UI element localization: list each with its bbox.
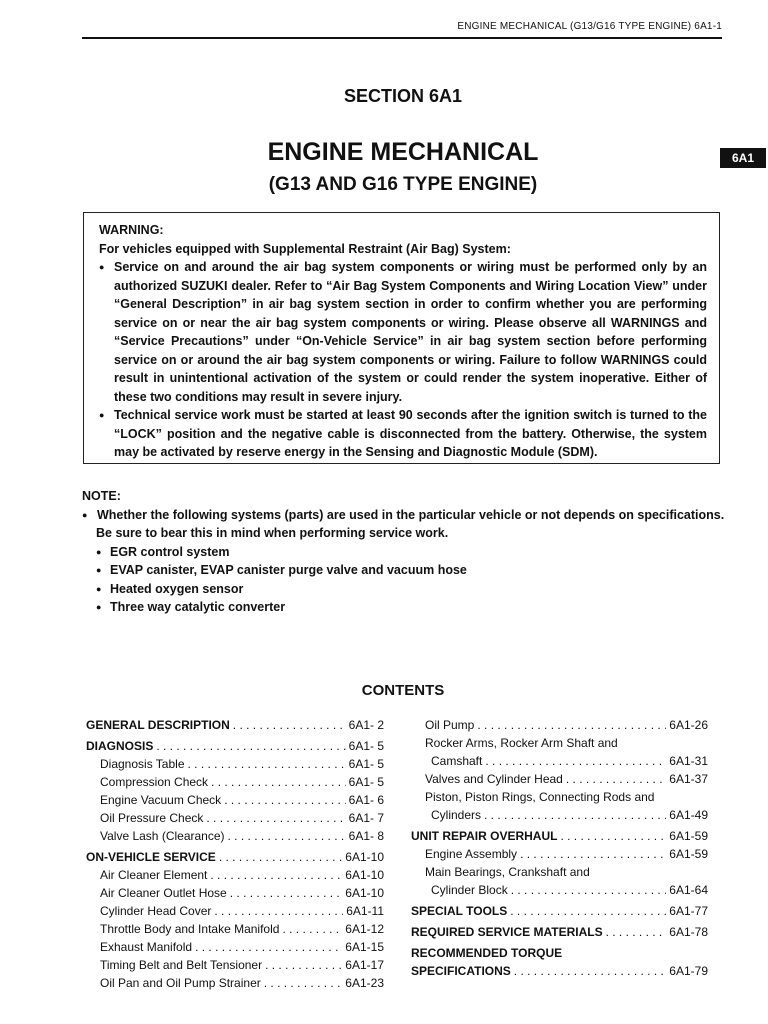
warning-bullet: ● Service on and around the air bag system components or wiring must be performed only by an authorized SUZUKI dealer. Refer to “Air Bag System Components and Wiring Location View” under “General Description” in air bag system section in order to confirm whether you are performing service on or near the air bag system components or wiring. Please observe all WARNINGS and “Service Precautions” under “On-Vehicle Service” in air bag system section before performing service on or around the air bag system components or wiring. Failure to follow WARNINGS could result in unintentional activation of the system or could render the system inoperative. Either of these two conditions may result in severe injury. <box>99 258 707 406</box>
toc-entry-page: 6A1-37 <box>669 772 708 786</box>
toc-entry[interactable] <box>86 737 384 755</box>
note-reminder: Be sure to bear this in mind when performing service work. <box>96 526 449 540</box>
toc-entry-label: Engine Assembly <box>425 847 518 861</box>
toc-entry[interactable] <box>411 923 708 941</box>
toc-leader-dots <box>477 716 666 734</box>
toc-leader-dots <box>514 962 667 980</box>
toc-entry[interactable] <box>411 863 708 881</box>
toc-leader-dots <box>511 881 667 899</box>
toc-entry[interactable] <box>86 938 384 956</box>
toc-entry-page: 6A1- 6 <box>348 793 384 807</box>
toc-leader-dots <box>264 974 343 992</box>
system-item: ● EGR control system <box>96 543 726 562</box>
toc-entry-page: 6A1-31 <box>669 754 708 768</box>
toc-entry[interactable] <box>86 974 384 992</box>
toc-leader-dots <box>210 866 342 884</box>
note-systems <box>82 524 726 617</box>
toc-entry-label: DIAGNOSIS <box>86 739 154 753</box>
toc-entry[interactable] <box>411 902 708 920</box>
toc-entry-label: Oil Pan and Oil Pump Strainer <box>100 976 261 990</box>
toc-entry[interactable] <box>86 773 384 791</box>
toc-entry[interactable] <box>411 770 708 788</box>
toc-entry-label: ON-VEHICLE SERVICE <box>86 850 216 864</box>
toc-entry-label: RECOMMENDED TORQUE <box>411 946 563 960</box>
toc-entry[interactable] <box>86 866 384 884</box>
toc-entry-page: 6A1-10 <box>345 850 384 864</box>
toc-leader-dots <box>265 956 342 974</box>
toc-leader-dots <box>156 737 345 755</box>
toc-entry-label: Exhaust Manifold <box>100 940 193 954</box>
toc-entry[interactable] <box>411 827 708 845</box>
toc-leader-dots <box>484 806 666 824</box>
toc-entry[interactable] <box>86 809 384 827</box>
toc-leader-dots <box>211 773 346 791</box>
toc-leader-dots <box>230 884 343 902</box>
toc-entry-page: 6A1- 8 <box>348 829 384 843</box>
toc-entry-label: GENERAL DESCRIPTION <box>86 718 230 732</box>
toc-entry-label: Rocker Arms, Rocker Arm Shaft and <box>425 736 618 750</box>
toc-leader-dots <box>206 809 345 827</box>
toc-leader-dots <box>606 923 667 941</box>
toc-entry-label: Valve Lash (Clearance) <box>100 829 225 843</box>
toc-entry-label: Cylinder Block <box>431 883 508 897</box>
toc-entry[interactable] <box>86 791 384 809</box>
toc-entry-page: 6A1-23 <box>345 976 384 990</box>
toc-leader-dots <box>219 848 342 866</box>
warning-heading: WARNING: <box>99 223 164 237</box>
toc-leader-dots <box>214 902 343 920</box>
toc-entry-page: 6A1- 5 <box>348 775 384 789</box>
toc-entry-page: 6A1-26 <box>669 718 708 732</box>
toc-entry-label: Throttle Body and Intake Manifold <box>100 922 280 936</box>
warning-box <box>83 212 720 464</box>
toc-entry-label: UNIT REPAIR OVERHAUL <box>411 829 558 843</box>
system-item: ● Three way catalytic converter <box>96 598 726 617</box>
toc-entry-page: 6A1-77 <box>669 904 708 918</box>
toc-entry-page: 6A1- 5 <box>348 739 384 753</box>
toc-leader-dots <box>566 770 666 788</box>
section-number: SECTION 6A1 <box>343 86 463 106</box>
toc-entry-page: 6A1- 2 <box>348 718 384 732</box>
system-item: ● Heated oxygen sensor <box>96 580 726 599</box>
toc-entry-label: Compression Check <box>100 775 209 789</box>
toc-right-column <box>411 716 708 980</box>
toc-entry[interactable] <box>86 884 384 902</box>
toc-entry-label: SPECIAL TOOLS <box>411 904 508 918</box>
section-tab-badge: 6A1 <box>720 148 766 168</box>
toc-entry[interactable] <box>411 845 708 863</box>
toc-leader-dots <box>510 902 666 920</box>
toc-leader-dots <box>224 791 345 809</box>
toc-leader-dots <box>233 716 346 734</box>
toc-entry-label: Camshaft <box>431 754 483 768</box>
toc-entry-label: Piston, Piston Rings, Connecting Rods and <box>425 790 655 804</box>
toc-entry[interactable] <box>86 956 384 974</box>
toc-entry-page: 6A1-12 <box>345 922 384 936</box>
toc-entry[interactable] <box>411 881 708 899</box>
header-rule <box>82 37 722 39</box>
toc-entry-label: Cylinder Head Cover <box>100 904 212 918</box>
toc-entry-page: 6A1-79 <box>669 964 708 978</box>
toc-entry[interactable] <box>411 788 708 806</box>
system-item: ● EVAP canister, EVAP canister purge valve and vacuum hose <box>96 561 726 580</box>
toc-entry[interactable] <box>86 848 384 866</box>
note-bullet: ● Whether the following systems (parts) are used in the particular vehicle or not depends on specifications. <box>82 506 726 525</box>
toc-entry-page: 6A1-10 <box>345 868 384 882</box>
toc-leader-dots <box>485 752 666 770</box>
toc-entry-label: Air Cleaner Outlet Hose <box>100 886 227 900</box>
toc-entry-page: 6A1- 5 <box>348 757 384 771</box>
toc-leader-dots <box>228 827 346 845</box>
toc-leader-dots <box>520 845 666 863</box>
toc-entry-label: Valves and Cylinder Head <box>425 772 563 786</box>
toc-left-column <box>86 716 384 992</box>
toc-entry-page: 6A1-49 <box>669 808 708 822</box>
toc-entry[interactable] <box>86 920 384 938</box>
page-subtitle: (G13 AND G16 TYPE ENGINE) <box>268 174 538 195</box>
toc-entry-label: Oil Pressure Check <box>100 811 204 825</box>
toc-entry-page: 6A1- 7 <box>348 811 384 825</box>
toc-entry[interactable] <box>411 962 708 980</box>
toc-entry[interactable] <box>86 827 384 845</box>
toc-leader-dots <box>560 827 666 845</box>
page-title: ENGINE MECHANICAL <box>267 138 539 166</box>
toc-entry-label: REQUIRED SERVICE MATERIALS <box>411 925 603 939</box>
toc-entry-label: SPECIFICATIONS <box>411 964 511 978</box>
warning-intro: For vehicles equipped with Supplemental Restraint (Air Bag) System: <box>99 241 511 256</box>
toc-entry[interactable] <box>86 755 384 773</box>
toc-entry-label: Main Bearings, Crankshaft and <box>425 865 590 879</box>
toc-entry-page: 6A1-11 <box>346 904 384 918</box>
toc-leader-dots <box>188 755 346 773</box>
toc-entry-label: Diagnosis Table <box>100 757 185 771</box>
toc-entry-label: Engine Vacuum Check <box>100 793 222 807</box>
toc-entry[interactable] <box>411 752 708 770</box>
toc-entry-page: 6A1-64 <box>669 883 708 897</box>
toc-entry-page: 6A1-17 <box>345 958 384 972</box>
toc-entry-page: 6A1-59 <box>669 847 708 861</box>
contents-title: CONTENTS <box>361 682 445 699</box>
toc-leader-dots <box>282 920 342 938</box>
toc-entry-page: 6A1-10 <box>345 886 384 900</box>
toc-entry[interactable] <box>411 806 708 824</box>
toc-entry-label: Cylinders <box>431 808 482 822</box>
toc-entry-label: Oil Pump <box>425 718 475 732</box>
note-heading: NOTE: <box>82 489 121 503</box>
note-block <box>82 487 726 617</box>
toc-entry[interactable] <box>86 902 384 920</box>
warning-bullet: ● Technical service work must be started at least 90 seconds after the ignition switch is turned to the “LOCK” position and the negative cable is disconnected from the battery. Otherwise, the system may be activated by reserve energy in the Sensing and Diagnostic Module (SDM). <box>99 406 707 462</box>
toc-entry-label: Timing Belt and Belt Tensioner <box>100 958 263 972</box>
toc-entry-label: Air Cleaner Element <box>100 868 208 882</box>
toc-entry-page: 6A1-15 <box>345 940 384 954</box>
toc-entry[interactable] <box>86 716 384 734</box>
toc-entry-page: 6A1-59 <box>669 829 708 843</box>
running-header: ENGINE MECHANICAL (G13/G16 TYPE ENGINE) 6A1-1 <box>457 21 722 32</box>
toc-entry[interactable] <box>411 944 708 962</box>
toc-entry[interactable] <box>411 734 708 752</box>
toc-entry[interactable] <box>411 716 708 734</box>
toc-leader-dots <box>195 938 342 956</box>
toc-entry-page: 6A1-78 <box>669 925 708 939</box>
